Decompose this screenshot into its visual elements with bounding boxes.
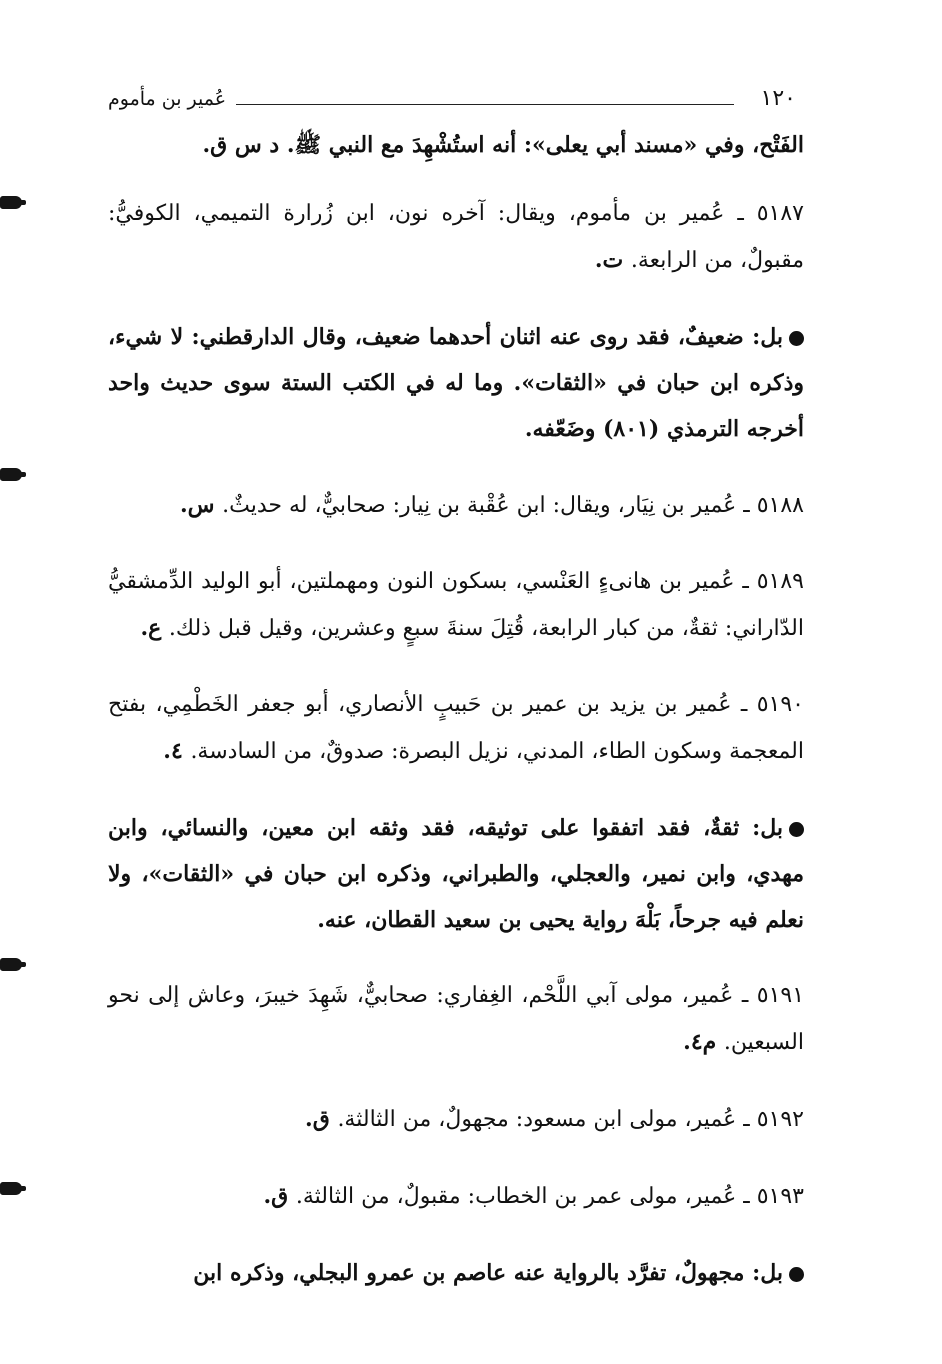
sigla: د س ق. (202, 132, 287, 158)
entry-text: عُمير بن نِيَار، ويقال: ابن عُقْبة بن نِيار: صحابيٌّ، له حديثٌ. (222, 493, 737, 518)
comment-text: بل: ثقةٌ، فقد اتفقوا على توثيقه، فقد وثقه ابن معين، والنسائي، وابن مهدي، وابن نمير، والعجلي، والطبراني، وذكره ابن حبان في «الثقات»، ولا نعلم فيه جرحاً، بَلْهَ رواية يحيى بن سعيد القطان، عنه. (108, 815, 804, 933)
entry-text: عُمير، مولى عمر بن الخطاب: مقبولٌ، من الثالثة. (295, 1184, 737, 1209)
entry-number: ٥١٩٢ ـ (736, 1107, 804, 1132)
entry-text: عُمير، مولى ابن مسعود: مجهولٌ، من الثالثة. (337, 1107, 737, 1132)
scan-edge-mark (0, 1182, 22, 1195)
entry-5190 (108, 682, 804, 775)
sigla: ق. (263, 1183, 296, 1209)
sigla: ع. (140, 615, 169, 641)
comment-paragraph (108, 1250, 804, 1296)
sigla: ٤. (163, 738, 191, 764)
bullet-icon (789, 331, 804, 346)
page-header (108, 84, 796, 124)
header-rule (236, 104, 734, 105)
entry-number: ٥١٨٩ ـ (734, 569, 804, 594)
comment-text: بل: مجهولٌ، تفرَّد بالرواية عنه عاصم بن عمرو البجلي، وذكره ابن (193, 1260, 783, 1286)
entry-5193 (108, 1173, 804, 1220)
entry-5192 (108, 1096, 804, 1143)
entry-number: ٥١٩٠ ـ (731, 692, 804, 717)
entry-5191 (108, 973, 804, 1066)
entry-5188 (108, 482, 804, 529)
comment-text: بل: ضعيفٌ، فقد روى عنه اثنان أحدهما ضعيف، وقال الدارقطني: لا شيء، وذكره ابن حبان في «الثقات». وما له في الكتب الستة سوى حديث واحد أخرجه الترمذي (٨٠١) وضَعّفه. (108, 324, 804, 442)
sigla: س. (179, 492, 223, 518)
bullet-icon (789, 1267, 804, 1282)
sigla: ت. (594, 247, 631, 273)
entry-text: عُمير بن هانىءٍ العَنْسي، بسكون النون ومهملتين، أبو الوليد الدِّمشقيُّ الدّاراني: ثقةٌ، من كبار الرابعة، قُتِلَ سنةَ سبعٍ وعشرين، وقيل قبل ذلك. (108, 569, 804, 641)
scan-edge-mark (0, 196, 22, 209)
sigla: م٤. (683, 1029, 724, 1055)
entry-number: ٥١٩٣ ـ (736, 1184, 804, 1209)
running-title: عُمير بن مأموم (108, 88, 227, 110)
page-body (108, 122, 804, 1326)
page-number: ١٢٠ (760, 86, 796, 111)
scan-edge-mark (0, 958, 22, 971)
entry-text: عُمير، مولى آبي اللَّحْم، الغِفاري: صحابيٌّ، شَهِدَ خيبرَ، وعاش إلى نحو السبعين. (108, 983, 804, 1055)
continuation-paragraph: الفَتْح، وفي «مسند أبي يعلى»: أنه استُشْهِدَ مع النبي ﷺ. د س ق. (202, 132, 804, 158)
bullet-icon (789, 822, 804, 837)
comment-paragraph (108, 314, 804, 452)
entry-text: عُمير بن يزيد بن عمير بن حَبيبٍ الأنصاري، أبو جعفر الخَطْمِي، بفتح المعجمة وسكون الطاء، المدني، نزيل البصرة: صدوقٌ، من السادسة. (108, 692, 804, 764)
entry-number: ٥١٨٧ ـ (724, 201, 804, 226)
entry-number: ٥١٩١ ـ (733, 983, 805, 1008)
entry-5189 (108, 559, 804, 652)
scan-edge-mark (0, 468, 22, 481)
entry-text: عُمير بن مأموم، ويقال: آخره نون، ابن زُرارة التميمي، الكوفيُّ: مقبولٌ، من الرابعة. (108, 201, 804, 273)
comment-paragraph (108, 805, 804, 943)
entry-5187 (108, 191, 804, 284)
sigla: ق. (305, 1106, 338, 1132)
entry-number: ٥١٨٨ ـ (736, 493, 804, 518)
